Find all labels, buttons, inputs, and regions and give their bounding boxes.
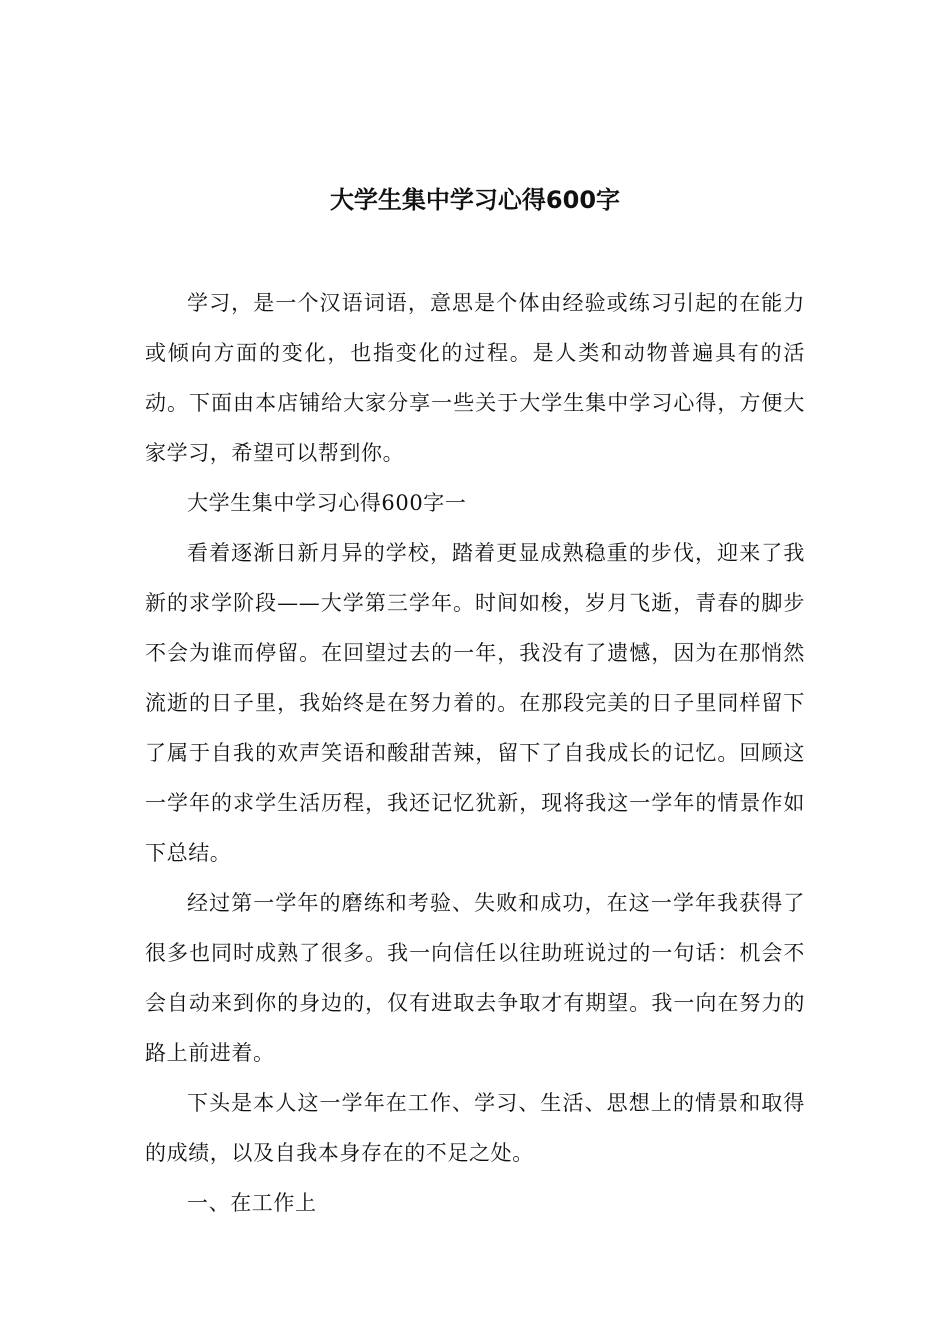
document-title: 大学生集中学习心得600字 [329,186,621,214]
document-body [145,278,805,1228]
paragraph-intro: 学习，是一个汉语词语，意思是个体由经验或练习引起的在能力或倾向方面的变化，也指变化的过程。是人类和动物普遍具有的活动。下面由本店铺给大家分享一些关于大学生集中学习心得，方便大家学习，希望可以帮到你。 [145,291,805,465]
paragraph-reflection: 看着逐渐日新月异的学校，踏着更显成熟稳重的步伐，迎来了我新的求学阶段——大学第三学年。时间如梭，岁月飞逝，青春的脚步不会为谁而停留。在回望过去的一年，我没有了遗憾，因为在那悄然流逝的日子里，我始终是在努力着的。在那段完美的日子里同样留下了属于自我的欢声笑语和酸甜苦辣，留下了自我成长的记忆。回顾这一学年的求学生活历程，我还记忆犹新，现将我这一学年的情景作如下总结。 [145,541,805,865]
paragraph-experience: 经过第一学年的磨练和考验、失败和成功，在这一学年我获得了很多也同时成熟了很多。我一向信任以往助班说过的一句话：机会不会自动来到你的身边的，仅有进取去争取才有期望。我一向在努力的路上前进着。 [145,891,805,1065]
subsection-heading-work: 一、在工作上 [187,1191,317,1215]
section-heading: 大学生集中学习心得600字一 [187,491,467,515]
paragraph-summary-intro: 下头是本人这一学年在工作、学习、生活、思想上的情景和取得的成绩，以及自我本身存在的不足之处。 [145,1091,805,1165]
